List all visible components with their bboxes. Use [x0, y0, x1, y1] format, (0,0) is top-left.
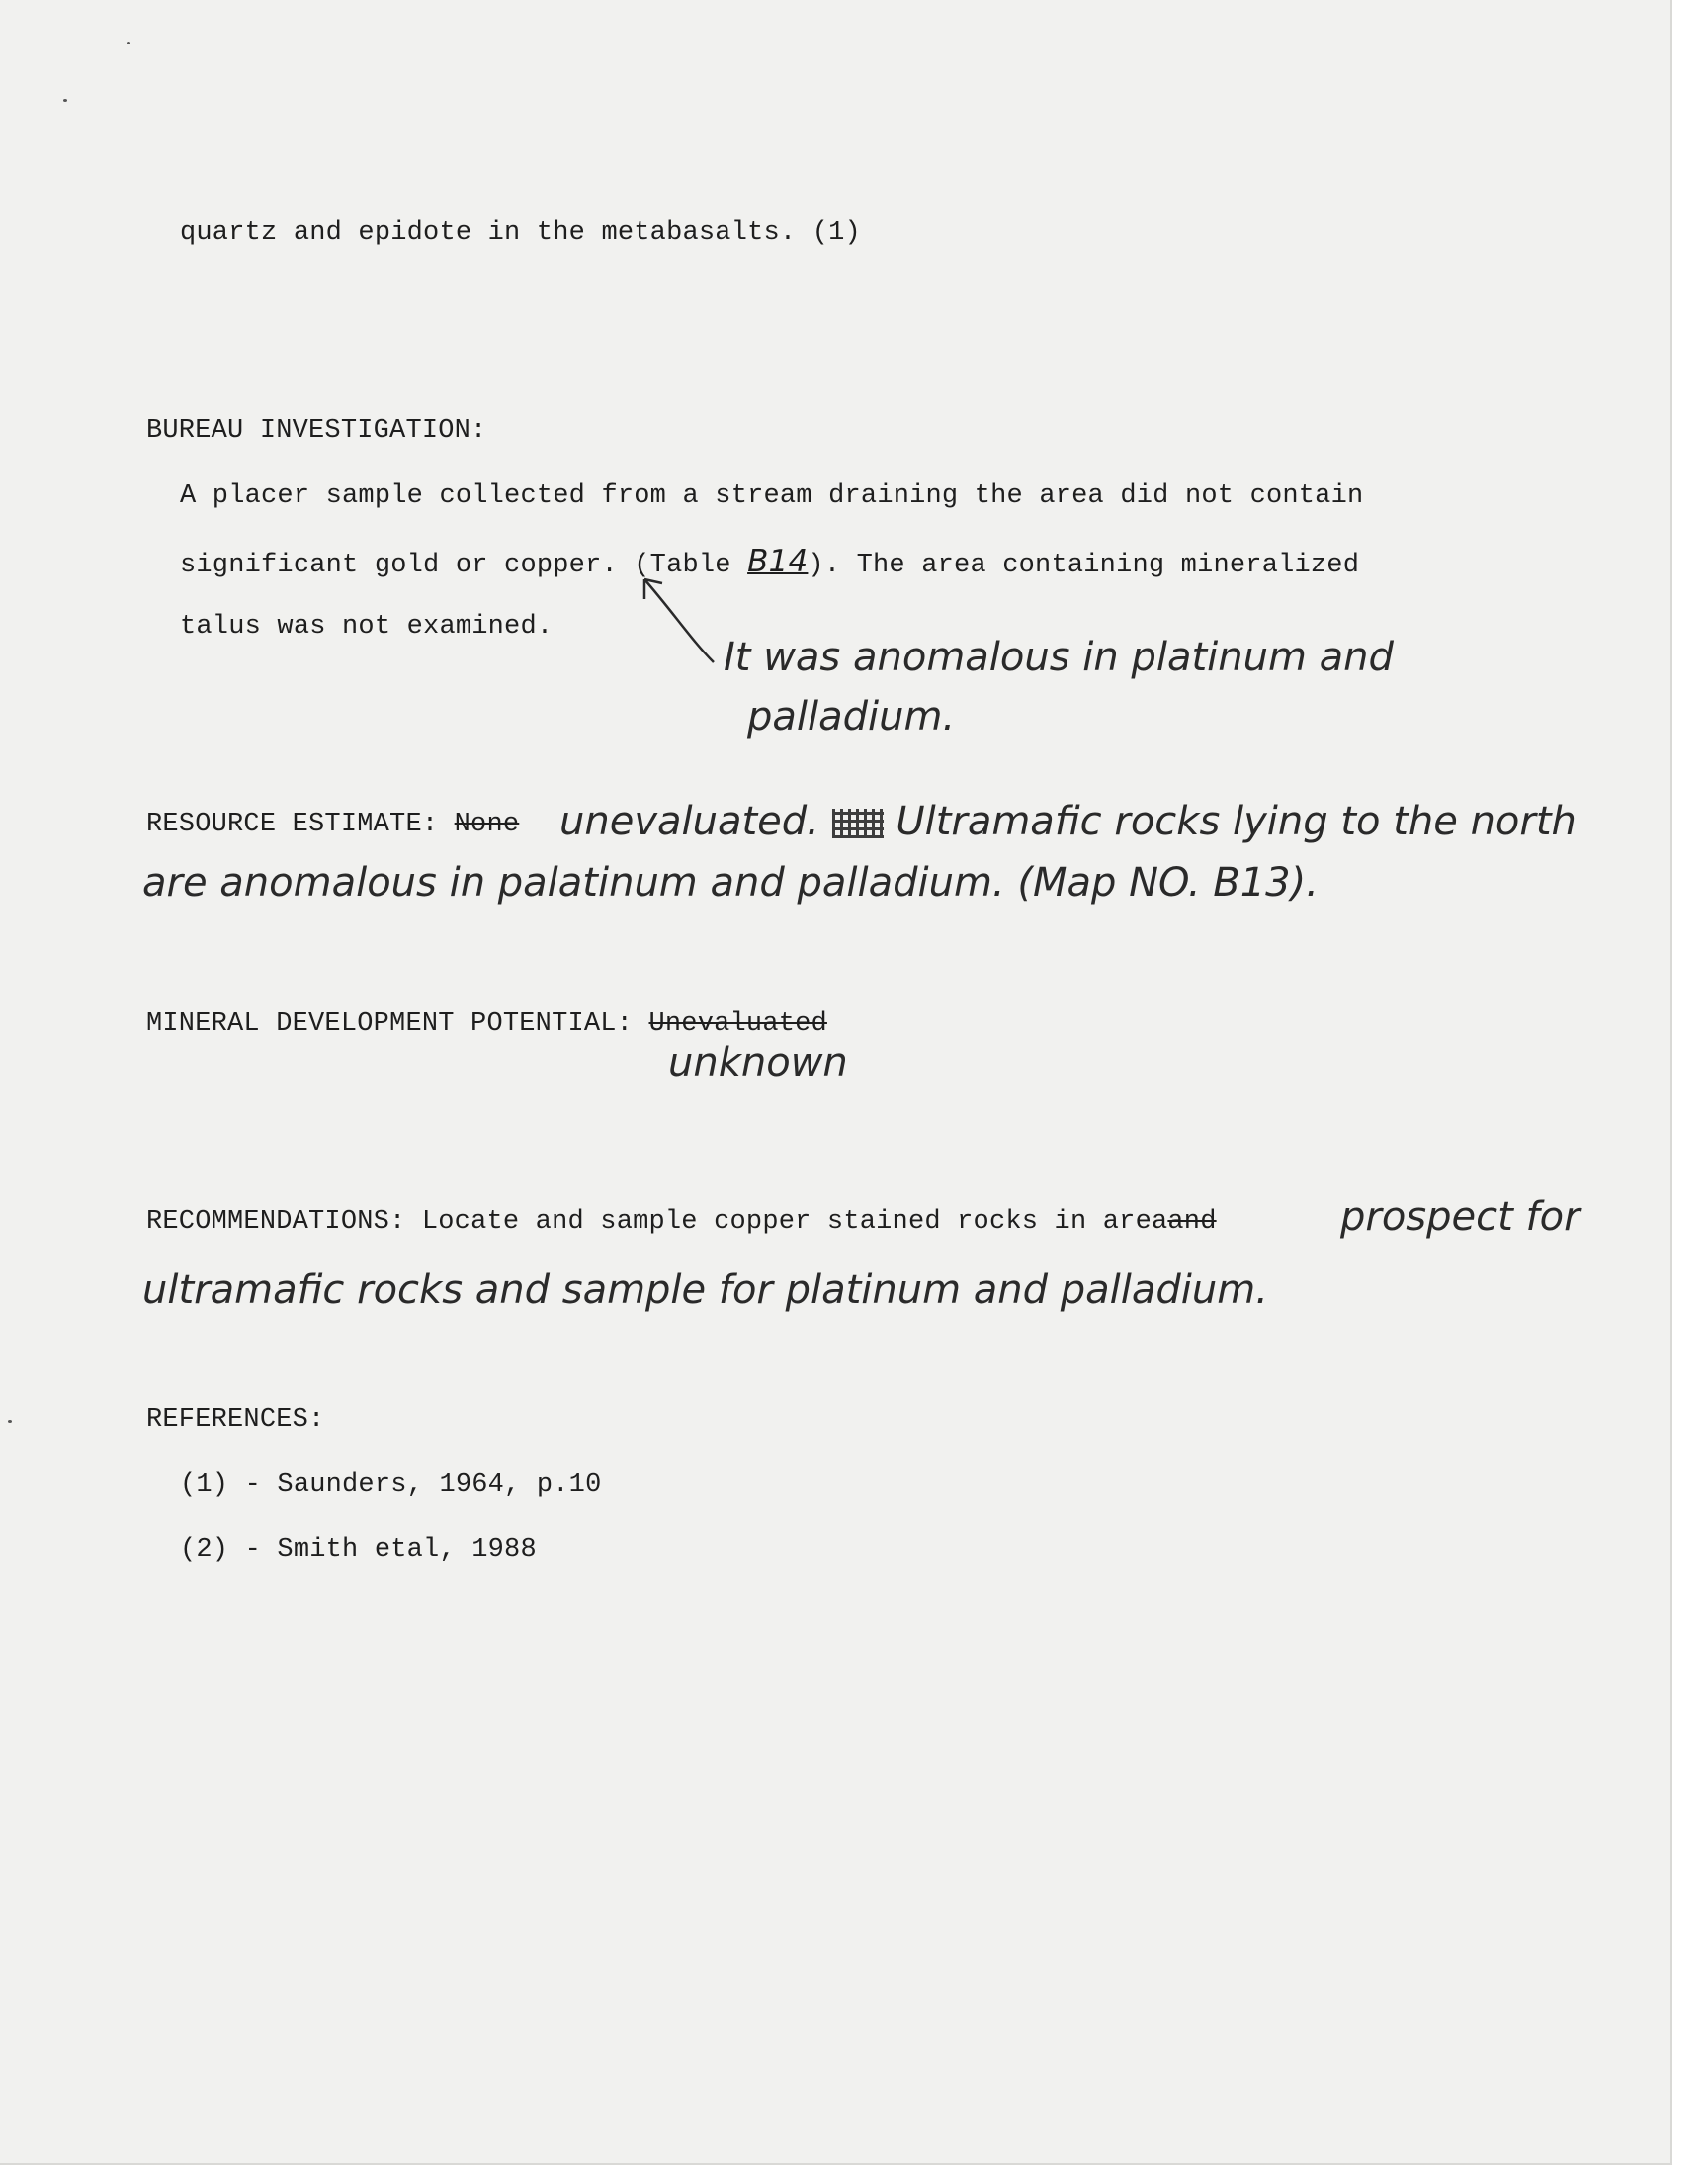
- speck: [63, 99, 67, 102]
- reference-item: (1) - Saunders, 1964, p.10: [180, 1470, 602, 1500]
- recommendations-text: Locate and sample copper stained rocks in area: [421, 1207, 1168, 1237]
- recommendations-handwritten-1: prospect for: [1340, 1194, 1580, 1240]
- table-reference: B14: [747, 544, 809, 579]
- bureau-line-2-pre: significant gold or copper. (Table: [180, 551, 748, 580]
- bureau-line-2: [180, 546, 1359, 581]
- continued-paragraph-line: quartz and epidote in the metabasalts. (1): [180, 218, 861, 248]
- annotation-arrow: [633, 571, 731, 670]
- resource-estimate-struck-value: None: [454, 810, 520, 839]
- speck: [8, 1420, 12, 1423]
- recommendations-handwritten-2: ultramafic rocks and sample for platinum and palladium.: [142, 1267, 1268, 1313]
- resource-estimate-unevaluated: unevaluated.: [559, 799, 819, 844]
- bureau-line-1: A placer sample collected from a stream draining the area did not contain: [180, 481, 1364, 511]
- bureau-investigation-heading: BUREAU INVESTIGATION:: [146, 416, 487, 446]
- recommendations-struck-word: and: [1167, 1207, 1217, 1237]
- recommendations-heading: RECOMMENDATIONS:: [146, 1207, 406, 1237]
- references-heading: REFERENCES:: [146, 1405, 325, 1435]
- mineral-development-line: [146, 1008, 827, 1040]
- mineral-development-struck-value: Unevaluated: [648, 1009, 827, 1039]
- resource-estimate-line: [146, 809, 519, 840]
- bureau-annotation-line-1: It was anomalous in platinum and: [724, 635, 1394, 680]
- speck: [127, 42, 130, 44]
- recommendations-line: [146, 1206, 1217, 1238]
- mineral-development-handwritten: unknown: [668, 1040, 848, 1086]
- bureau-line-3: talus was not examined.: [180, 612, 554, 642]
- resource-estimate-map-ref: (Map NO. B13).: [1017, 860, 1319, 906]
- resource-estimate-heading: RESOURCE ESTIMATE:: [146, 810, 439, 839]
- bureau-line-2-post: ). The area containing mineralized: [808, 551, 1360, 580]
- mineral-development-heading: MINERAL DEVELOPMENT POTENTIAL:: [146, 1009, 634, 1039]
- resource-estimate-ultramafic: Ultramafic rocks lying to the north: [896, 799, 1577, 844]
- resource-estimate-anomalous: are anomalous in palatinum and palladium.: [142, 860, 1005, 906]
- bureau-annotation-line-2: palladium.: [747, 694, 956, 740]
- scribbled-out-word: [832, 809, 884, 838]
- resource-estimate-handwritten-1: [559, 799, 1577, 844]
- resource-estimate-handwritten-2: [142, 860, 1319, 906]
- reference-item: (2) - Smith etal, 1988: [180, 1535, 537, 1565]
